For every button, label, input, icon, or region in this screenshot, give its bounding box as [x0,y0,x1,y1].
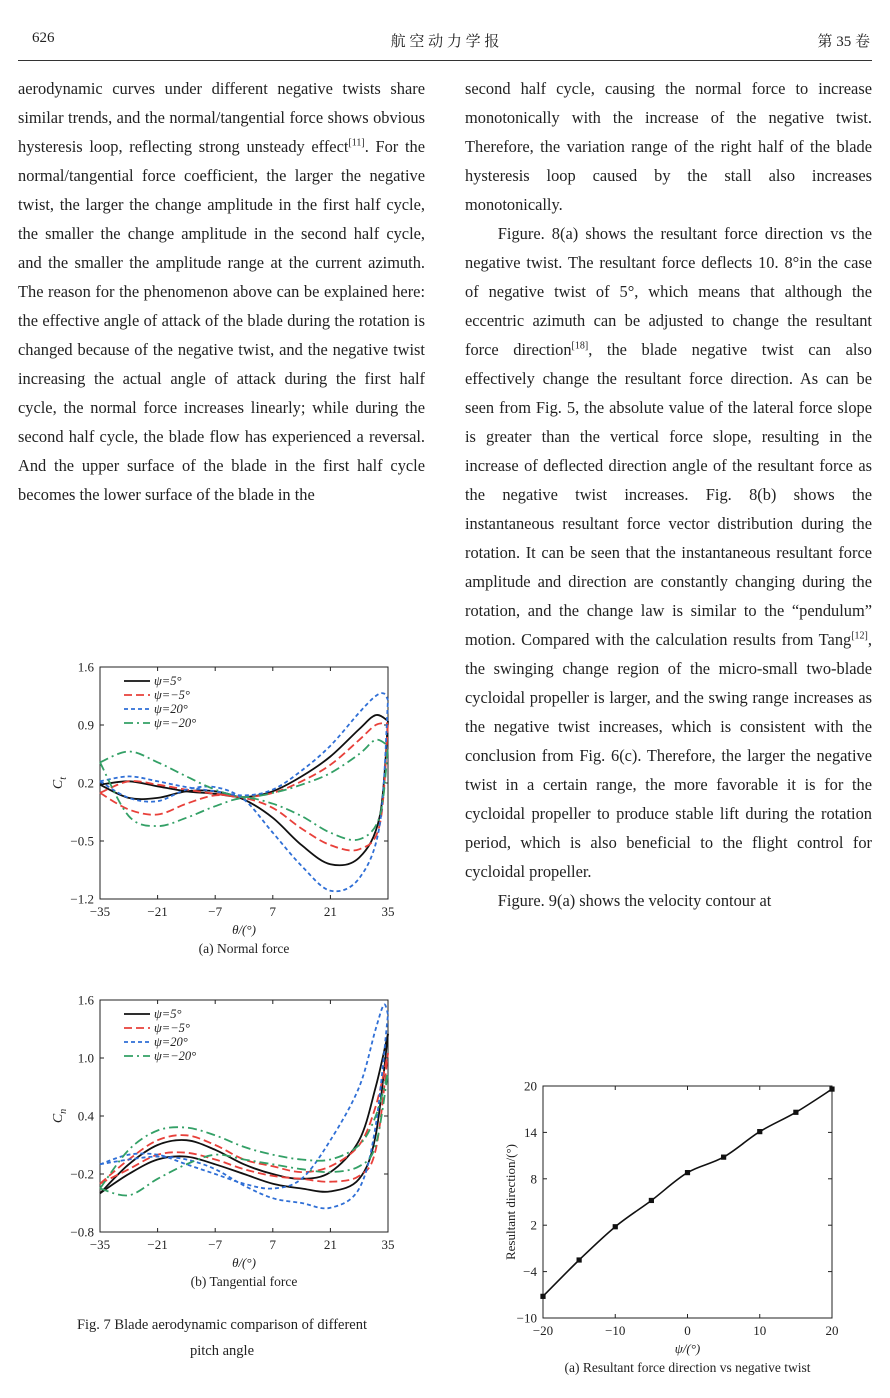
x-tick-label: 21 [323,1237,337,1252]
x-tick-label: 35 [381,1237,395,1252]
y-tick-label: −1.2 [70,891,94,907]
x-tick-label: −21 [147,904,168,919]
data-point [721,1155,726,1160]
right-text-a: Figure. 8(a) shows the resultant force direction vs the negative twist. The resultant force deflects 10. 8°in the case of negative twist of 5°, which means that although the eccentric azimuth can be adjusted to change the resultant force direction [465,224,872,359]
legend-entry: ψ=−20° [154,716,197,730]
y-tick-label: −4 [523,1264,537,1280]
tangential-force-chart [40,990,405,1305]
series-line-lower [100,1073,388,1196]
x-axis-label: θ/(°) [232,1255,256,1270]
x-tick-label: −20 [532,1323,554,1338]
right-paragraph-1: second half cycle, causing the normal force to increase monotonically with the increase of the negative twist. Therefore, the variation range of the right half of the blade hysteresis loop caused by the stall also increases monotonically. [465,79,872,214]
legend-entry: ψ=5° [154,674,182,688]
plot-frame [543,1086,832,1318]
right-text-c: , the swinging change region of the micro-small two-blade cycloidal propeller is larger, and the swing range increases as the negative twist increases, which is consistent with the conclusion from Fig. 6(c). Therefore, the larger the negative twist in a certain range, the more favorable it is for the cycloidal propeller to produce stable lift during the rotation period, which is also beneficial to the flight control for cycloidal propeller. [465,630,872,881]
x-axis-label: θ/(°) [232,922,256,937]
x-tick-label: −35 [89,904,111,919]
y-axis-label: $C_n$ [51,1108,69,1124]
x-tick-label: −10 [605,1323,626,1338]
citation-18: [18] [571,340,589,352]
figure-7-caption-line2: pitch angle [189,1343,255,1359]
y-tick-label: 1.6 [77,659,94,675]
series-line-upper [100,723,388,797]
x-tick-label: 0 [684,1323,691,1338]
right-paragraph-2 [465,219,872,886]
data-point [540,1294,545,1299]
legend-entry: ψ=20° [154,702,188,716]
right-paragraph-3: Figure. 9(a) shows the velocity contour at [497,891,772,910]
volume-label: 第 35 卷 [817,34,870,50]
x-tick-label: 20 [825,1323,839,1338]
y-axis-label: $C_t$ [51,776,69,790]
y-tick-label: −0.5 [70,833,94,849]
series-line-lower [100,700,388,891]
x-tick-label: −7 [208,904,223,919]
y-tick-label: 20 [524,1078,537,1094]
x-tick-label: 7 [269,904,277,919]
legend-entry: ψ=−5° [154,1021,190,1035]
legend-entry: ψ=5° [154,1007,182,1021]
legend-entry: ψ=−20° [154,1049,197,1063]
y-axis-label: Resultant direction/(°) [503,1143,518,1261]
left-text-a: aerodynamic curves under different negative twists share similar trends, and the normal/tangential force shows obvious hysteresis loop, reflecting strong unsteady effect [18,79,425,156]
series-line-upper [100,740,388,797]
figure-7-caption-line1: Fig. 7 Blade aerodynamic comparison of different [76,1317,368,1333]
y-tick-label: −0.8 [70,1224,94,1240]
chart-subcaption: (a) Normal force [198,941,290,956]
series-line-lower [100,1034,388,1194]
x-tick-label: −7 [208,1237,223,1252]
header-rule [18,60,872,61]
data-point [829,1086,834,1091]
y-tick-label: 0.4 [77,1108,94,1124]
chart-subcaption: (b) Tangential force [190,1274,298,1289]
y-tick-label: 1.0 [77,1050,94,1066]
citation-11: [11] [348,137,365,149]
x-tick-label: 10 [753,1323,767,1338]
left-paragraph [18,74,425,509]
left-column [18,74,425,509]
legend-entry: ψ=20° [154,1035,188,1049]
series-line-lower [100,1015,388,1209]
y-tick-label: 0.9 [77,717,94,733]
data-point [649,1198,654,1203]
resultant-direction-chart [488,1076,860,1392]
y-tick-label: 14 [524,1124,537,1140]
data-point [793,1110,798,1115]
page-number: 626 [32,30,55,46]
y-tick-label: −0.2 [70,1166,94,1182]
y-tick-label: 1.6 [77,992,94,1008]
x-tick-label: −21 [147,1237,168,1252]
right-column [465,74,872,915]
series-line-upper [100,1073,388,1189]
data-point [757,1129,762,1134]
x-axis-label: ψ/(°) [674,1341,701,1356]
series-line-upper [100,1034,388,1194]
left-text-b: . For the normal/tangential force coefficient, the larger the negative twist, the larger the change amplitude in the first half cycle, the smaller the change amplitude in the second half cycle, and the smaller the amplitude range at the current azimuth. The reason for the phenomenon above can be explained here: the effective angle of attack of the blade during the rotation is changed because of the negative twist, and the negative twist increasing the actual angle of attack during the first half cycle, the normal force increases linearly; while during the second half cycle, the blade flow has experienced a reversal. And the upper surface of the blade in the first half cycle becomes the lower surface of the blade in the [18,137,425,504]
citation-12: [12] [851,630,868,642]
chart-subcaption: (a) Resultant force direction vs negative twist [564,1360,811,1375]
right-text-b: , the blade negative twist can also effectively change the resultant force direction. As can be seen from Fig. 5, the absolute value of the lateral force slope is greater than the vertical force slope, resulting in the increase of deflected direction angle of the resultant force as the negative twist increases. Fig. 8(b) shows the instantaneous resultant force vector distribution during the rotation. It can be seen that the instantaneous resultant force amplitude and direction are constantly changing during the rotation, and the change law is similar to the “pendulum” motion. Compared with the calculation results from Tang [465,340,873,649]
data-point [685,1170,690,1175]
data-point [613,1224,618,1229]
x-tick-label: 35 [381,904,395,919]
x-tick-label: −35 [89,1237,111,1252]
x-tick-label: 21 [323,904,337,919]
normal-force-chart [40,655,405,975]
x-tick-label: 7 [269,1237,277,1252]
legend-entry: ψ=−5° [154,688,190,702]
series-line-lower [100,746,388,840]
y-tick-label: 0.2 [77,775,94,791]
y-tick-label: 2 [530,1217,537,1233]
y-tick-label: 8 [530,1171,537,1187]
figure-7-caption [22,1312,422,1364]
series-line [543,1089,832,1296]
journal-title: 航 空 动 力 学 报 [390,34,500,50]
y-tick-label: −10 [516,1310,537,1326]
data-point [577,1257,582,1262]
